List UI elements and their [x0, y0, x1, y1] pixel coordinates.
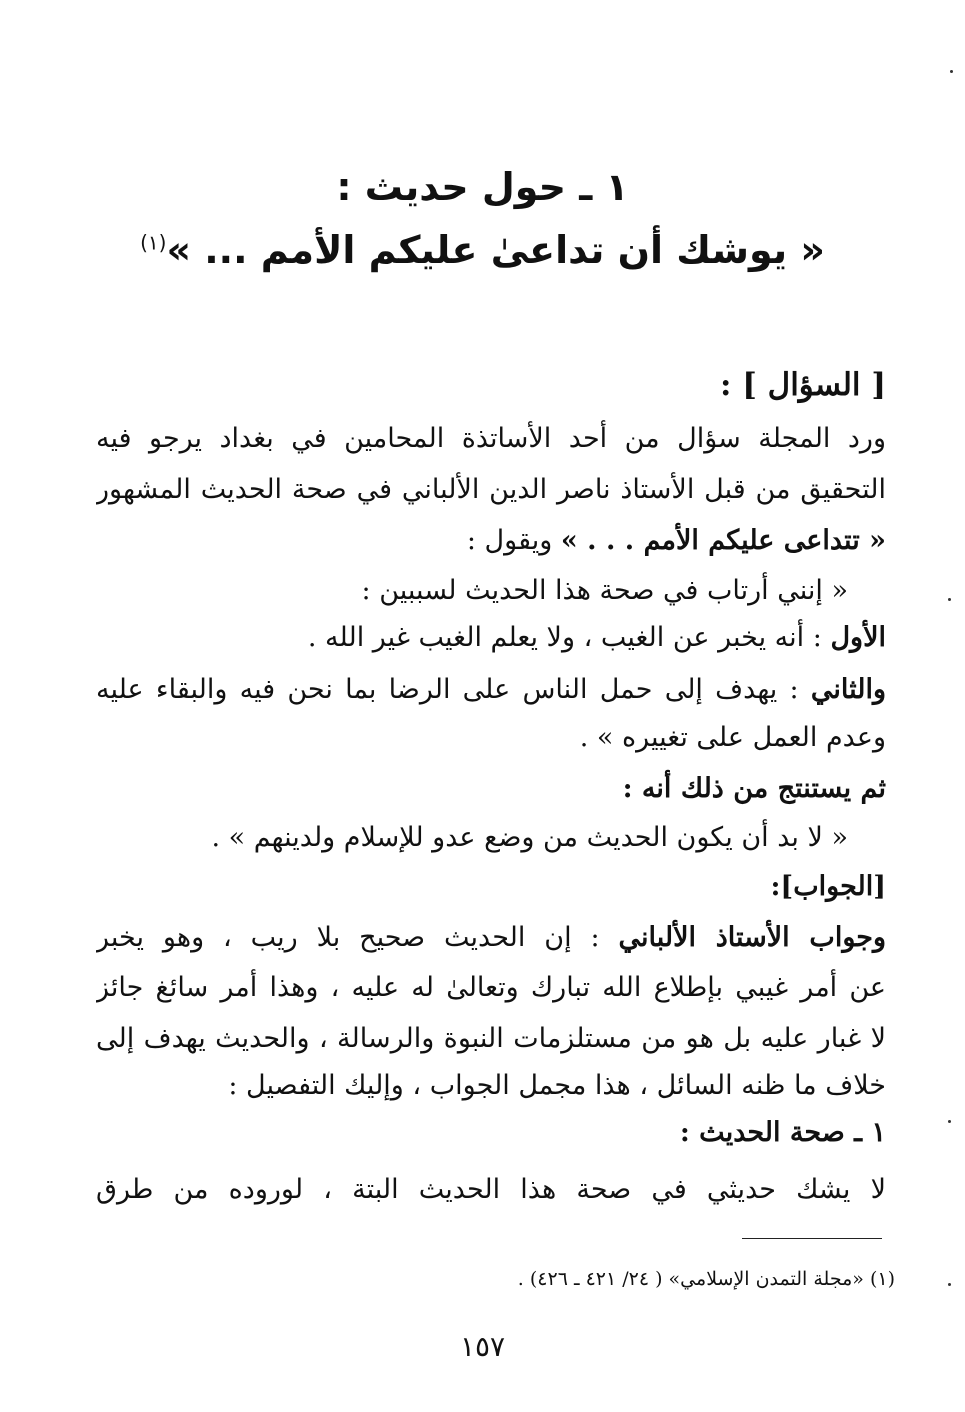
section-heading-text: ١ ـ صحة الحديث :: [679, 1117, 886, 1148]
hadith-title-text: « يوشك أن تداعىٰ عليكم الأمم ... »: [166, 228, 825, 272]
bold-answer-intro: وجواب الأستاذ الألباني: [618, 922, 886, 953]
chapter-heading-text: ١ ـ حول حديث :: [336, 165, 629, 209]
text-line-rest: : يهدف إلى حمل الناس على الرضا بما نحن فيه والبقاء عليه: [96, 674, 811, 705]
footnote: (١) «مجلة التمدن الإسلامي» ( ٢٤/ ٤٢١ ـ ٤٢٦) .: [517, 1268, 895, 1290]
hadith-title: [0, 228, 965, 272]
text-line: [96, 515, 886, 566]
bold-quote: « تتداعى عليكم الأمم . . . »: [560, 525, 886, 556]
text-line: [96, 612, 886, 663]
page-number: ١٥٧: [459, 1330, 506, 1363]
text-line: [96, 763, 886, 814]
text-line: [96, 861, 886, 912]
text-line: [96, 912, 886, 963]
text-line: لا غبار عليه بل هو من مستلزمات النبوة والرسالة ، والحديث يهدف إلى: [96, 1023, 886, 1054]
chapter-heading: [0, 165, 965, 209]
answer-title: [الجواب]:: [770, 871, 886, 902]
text-line: ورد المجلة سؤال من أحد الأساتذة المحامين في بغداد يرجو فيه: [96, 423, 886, 454]
footnote-reference: (١): [140, 230, 167, 255]
text-line: [96, 664, 886, 715]
text-line: « إنني أرتاب في صحة هذا الحديث لسببين :: [361, 575, 848, 606]
text-line-rest: : أنه يخبر عن الغيب ، ولا يعلم الغيب غير الله .: [307, 622, 831, 653]
text-line: خلاف ما ظنه السائل ، هذا مجمل الجواب ، وإليك التفصيل :: [228, 1070, 886, 1101]
text-line-rest: : إن الحديث صحيح بلا ريب ، وهو يخبر: [96, 922, 619, 953]
question-title: [ السؤال ] :: [719, 367, 886, 403]
text-line: « لا بد أن يكون الحديث من وضع عدو للإسلام ولدينهم » .: [211, 822, 848, 853]
bold-line: ثم يستنتج من ذلك أنه :: [622, 773, 886, 804]
bold-term-first: الأول: [830, 622, 886, 653]
text-line: عن أمر غيبي بإطلاع الله تبارك وتعالىٰ له عليه ، وهذا أمر سائغ جائز: [96, 972, 886, 1003]
text-line: لا يشك حديثي في صحة هذا الحديث البتة ، لوروده من طرق: [96, 1174, 886, 1205]
footnote-divider: [742, 1238, 882, 1239]
section-heading: [96, 1107, 886, 1158]
scan-speck: [950, 70, 953, 73]
text-line: وعدم العمل على تغييره » .: [579, 722, 886, 753]
text-line: التحقيق من قبل الأستاذ ناصر الدين الألباني في صحة الحديث المشهور: [96, 474, 886, 505]
scan-speck: [948, 1120, 951, 1123]
scan-speck: [948, 1283, 951, 1286]
scan-speck: [948, 598, 951, 601]
bold-term-second: والثاني: [810, 674, 886, 705]
text-line-rest: ويقول :: [466, 525, 561, 556]
